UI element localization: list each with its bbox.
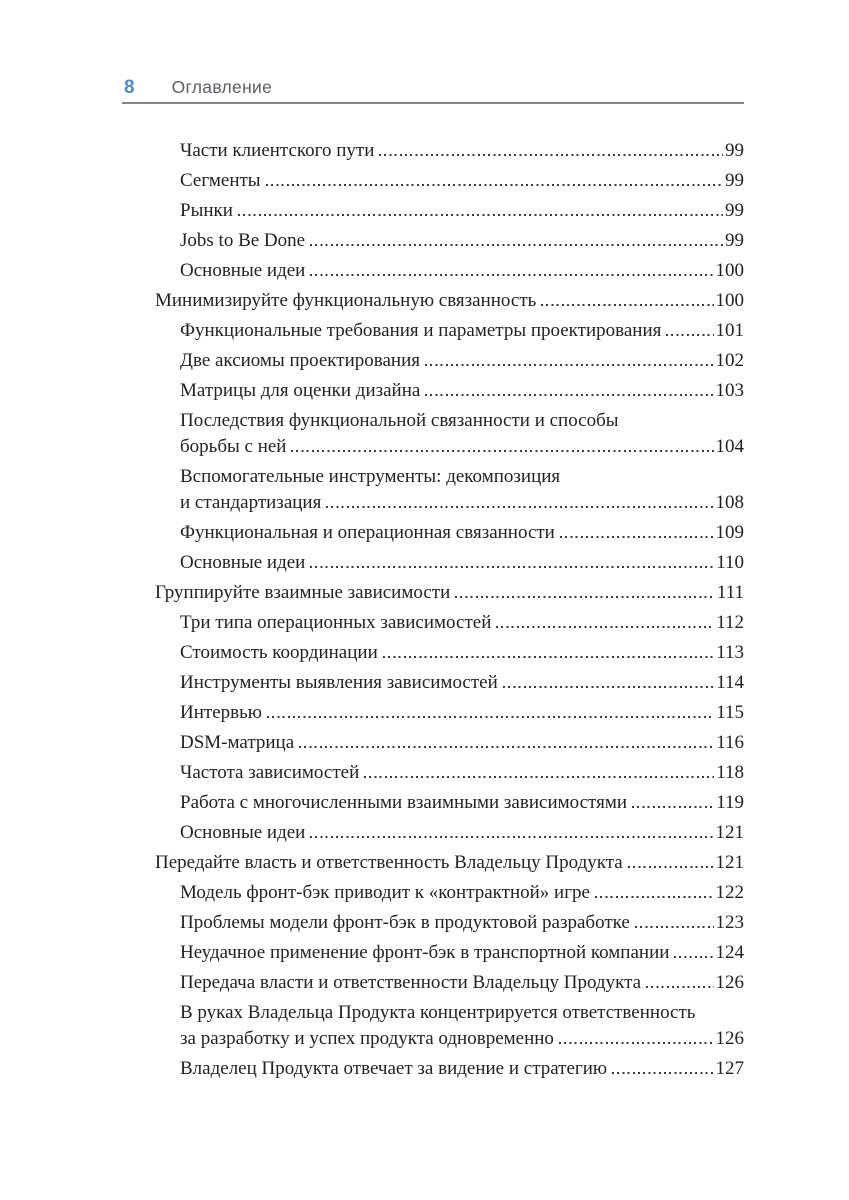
toc-entry bbox=[122, 378, 744, 404]
toc-entry-title: Три типа операционных зависимостей bbox=[180, 612, 492, 633]
dot-leader bbox=[595, 896, 714, 898]
dot-leader bbox=[674, 956, 713, 958]
toc-entry-page: 123 bbox=[715, 912, 744, 933]
toc-entry bbox=[122, 610, 744, 636]
toc-entry-page: 126 bbox=[715, 1028, 744, 1049]
toc-entry-title: Передача власти и ответственности Владельцу Продукта bbox=[180, 972, 642, 993]
toc-entry-title: Основные идеи bbox=[180, 822, 306, 843]
dot-leader bbox=[455, 596, 715, 598]
toc-entry bbox=[122, 520, 744, 546]
dot-leader bbox=[310, 566, 714, 568]
toc-entry-title: Основные идеи bbox=[180, 552, 306, 573]
toc-entry-title: Рынки bbox=[180, 200, 233, 221]
toc-entry bbox=[122, 348, 744, 374]
toc-entry-title: Основные идеи bbox=[180, 260, 306, 281]
toc-entry-title: Частота зависимостей bbox=[180, 762, 360, 783]
dot-leader bbox=[291, 450, 713, 452]
toc-entry bbox=[122, 760, 744, 786]
toc-entry-page: 104 bbox=[715, 436, 744, 457]
toc-entry-page: 118 bbox=[716, 762, 744, 783]
toc-entry-page: 99 bbox=[725, 230, 744, 251]
toc-entry bbox=[122, 850, 744, 876]
toc-entry-title: Инструменты выявления зависимостей bbox=[180, 672, 498, 693]
toc-entry bbox=[122, 730, 744, 756]
dot-leader bbox=[266, 184, 723, 186]
toc-entry-page: 115 bbox=[716, 702, 744, 723]
dot-leader bbox=[310, 836, 713, 838]
toc-list bbox=[122, 138, 744, 1086]
dot-leader bbox=[612, 1072, 713, 1074]
toc-entry-title: Сегменты bbox=[180, 170, 261, 191]
toc-entry-page: 100 bbox=[715, 290, 744, 311]
toc-entry-title: Функциональная и операционная связанности bbox=[180, 522, 555, 543]
toc-entry bbox=[122, 880, 744, 906]
toc-entry-page: 121 bbox=[715, 822, 744, 843]
toc-entry-title: DSM-матрица bbox=[180, 732, 295, 753]
toc-entry bbox=[122, 910, 744, 936]
toc-entry-page: 99 bbox=[725, 140, 744, 161]
toc-entry-page: 109 bbox=[715, 522, 744, 543]
dot-leader bbox=[635, 926, 714, 928]
toc-entry-title: Группируйте взаимные зависимости bbox=[155, 582, 451, 603]
toc-entry-page: 99 bbox=[725, 170, 744, 191]
dot-leader bbox=[383, 656, 714, 658]
toc-entry-page: 108 bbox=[715, 492, 744, 513]
dot-leader bbox=[496, 626, 714, 628]
toc-entry bbox=[122, 198, 744, 224]
dot-leader bbox=[559, 1042, 714, 1044]
toc-entry bbox=[122, 700, 744, 726]
toc-entry-page: 122 bbox=[715, 882, 744, 903]
toc-entry bbox=[122, 640, 744, 666]
toc-entry bbox=[122, 288, 744, 314]
dot-leader bbox=[560, 536, 714, 538]
dot-leader bbox=[541, 304, 713, 306]
dot-leader bbox=[299, 746, 714, 748]
toc-entry bbox=[122, 168, 744, 194]
dot-leader bbox=[646, 986, 713, 988]
toc-entry-title: Стоимость координации bbox=[180, 642, 378, 663]
toc-entry bbox=[122, 550, 744, 576]
dot-leader bbox=[267, 716, 714, 718]
toc-entry-title: Части клиентского пути bbox=[180, 140, 375, 161]
toc-entry-title: В руках Владельца Продукта концентрируется ответственность bbox=[180, 1002, 696, 1023]
toc-entry bbox=[122, 1056, 744, 1082]
toc-entry bbox=[122, 970, 744, 996]
toc-entry bbox=[122, 820, 744, 846]
header-rule bbox=[122, 102, 744, 104]
toc-entry-page: 121 bbox=[715, 852, 744, 873]
toc-entry bbox=[122, 940, 744, 966]
toc-entry-page: 100 bbox=[715, 260, 744, 281]
toc-entry-title: Две аксиомы проектирования bbox=[180, 350, 420, 371]
dot-leader bbox=[632, 806, 714, 808]
toc-entry-page: 127 bbox=[715, 1058, 744, 1079]
toc-entry-page: 111 bbox=[716, 582, 744, 603]
toc-entry-title: Неудачное применение фронт-бэк в транспортной компании bbox=[180, 942, 670, 963]
toc-entry bbox=[122, 1000, 744, 1052]
toc-entry-title: Владелец Продукта отвечает за видение и стратегию bbox=[180, 1058, 608, 1079]
toc-entry bbox=[122, 790, 744, 816]
dot-leader bbox=[238, 214, 723, 216]
dot-leader bbox=[503, 686, 714, 688]
toc-entry-title: за разработку и успех продукта одновременно bbox=[180, 1028, 554, 1049]
toc-entry-title: Работа с многочисленными взаимными зависимостями bbox=[180, 792, 628, 813]
toc-entry bbox=[122, 408, 744, 460]
toc-entry bbox=[122, 464, 744, 516]
toc-entry-title: Матрицы для оценки дизайна bbox=[180, 380, 421, 401]
toc-entry-page: 102 bbox=[715, 350, 744, 371]
toc-entry bbox=[122, 228, 744, 254]
dot-leader bbox=[425, 364, 714, 366]
toc-entry-page: 114 bbox=[716, 672, 744, 693]
toc-entry bbox=[122, 258, 744, 284]
toc-entry bbox=[122, 670, 744, 696]
toc-entry-page: 99 bbox=[725, 200, 744, 221]
toc-entry-title: Функциональные требования и параметры проектирования bbox=[180, 320, 662, 341]
toc-entry-page: 116 bbox=[716, 732, 744, 753]
dot-leader bbox=[310, 274, 713, 276]
page-header bbox=[124, 76, 745, 99]
dot-leader bbox=[666, 334, 713, 336]
toc-entry-title: Минимизируйте функциональную связанность bbox=[155, 290, 537, 311]
toc-entry-page: 119 bbox=[716, 792, 744, 813]
toc-entry-title: борьбы с ней bbox=[180, 436, 287, 457]
toc-entry-title: Передайте власть и ответственность Владельцу Продукта bbox=[155, 852, 623, 873]
page-number: 8 bbox=[124, 77, 135, 98]
dot-leader bbox=[628, 866, 714, 868]
toc-entry-page: 126 bbox=[715, 972, 744, 993]
toc-entry-title: Проблемы модели фронт-бэк в продуктовой разработке bbox=[180, 912, 630, 933]
toc-entry-title: Последствия функциональной связанности и способы bbox=[180, 410, 619, 431]
toc-entry-title: Модель фронт-бэк приводит к «контрактной» игре bbox=[180, 882, 590, 903]
dot-leader bbox=[326, 506, 713, 508]
toc-entry-page: 110 bbox=[716, 552, 744, 573]
toc-entry-title: Интервью bbox=[180, 702, 262, 723]
toc-entry-page: 103 bbox=[715, 380, 744, 401]
toc-entry-page: 113 bbox=[716, 642, 744, 663]
toc-entry-page: 101 bbox=[715, 320, 744, 341]
dot-leader bbox=[364, 776, 714, 778]
dot-leader bbox=[425, 394, 713, 396]
toc-entry bbox=[122, 318, 744, 344]
dot-leader bbox=[379, 154, 723, 156]
toc-entry-title: и стандартизация bbox=[180, 492, 322, 513]
toc-entry bbox=[122, 138, 744, 164]
toc-entry-title: Вспомогательные инструменты: декомпозиция bbox=[180, 466, 561, 487]
toc-entry-title: Jobs to Be Done bbox=[180, 230, 306, 251]
dot-leader bbox=[310, 244, 723, 246]
toc-entry bbox=[122, 580, 744, 606]
toc-entry-page: 124 bbox=[715, 942, 744, 963]
toc-entry-page: 112 bbox=[716, 612, 744, 633]
page-title: Оглавление bbox=[171, 77, 273, 97]
